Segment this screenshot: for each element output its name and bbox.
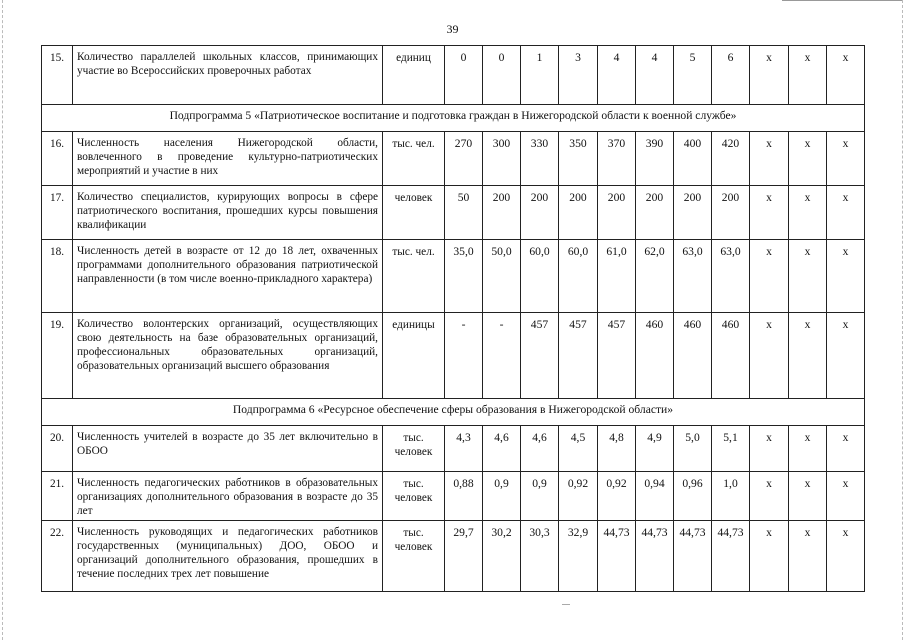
value-cell: 0,96 bbox=[674, 472, 712, 521]
value-cell: 44,73 bbox=[598, 521, 636, 592]
row-number: 19. bbox=[42, 313, 73, 399]
indicator-description: Количество специалистов, курирующих вопросы в сфере патриотического воспитания, прошедших курсы повышения квалификации bbox=[73, 186, 383, 240]
value-cell: 30,2 bbox=[483, 521, 521, 592]
value-cell: 50,0 bbox=[483, 240, 521, 313]
value-cell: 35,0 bbox=[445, 240, 483, 313]
subprogram-row bbox=[42, 105, 865, 132]
value-cell: 32,9 bbox=[559, 521, 598, 592]
value-cell: х bbox=[827, 521, 865, 592]
subprogram-title: Подпрограмма 6 «Ресурсное обеспечение сферы образования в Нижегородской области» bbox=[42, 399, 865, 426]
scan-mark bbox=[562, 604, 570, 605]
value-cell: 4 bbox=[636, 46, 674, 105]
value-cell: 44,73 bbox=[712, 521, 750, 592]
value-cell: х bbox=[750, 46, 789, 105]
value-cell: х bbox=[827, 186, 865, 240]
value-cell: 270 bbox=[445, 132, 483, 186]
value-cell: 0,88 bbox=[445, 472, 483, 521]
indicator-description: Численность населения Нижегородской области, вовлеченного в проведение культурно-патриотических мероприятий и участие в них bbox=[73, 132, 383, 186]
value-cell: х bbox=[789, 186, 827, 240]
value-cell: х bbox=[789, 132, 827, 186]
unit-cell: тыс. чел. bbox=[383, 240, 445, 313]
value-cell: - bbox=[445, 313, 483, 399]
value-cell: 300 bbox=[483, 132, 521, 186]
value-cell: 390 bbox=[636, 132, 674, 186]
value-cell: 200 bbox=[712, 186, 750, 240]
value-cell: х bbox=[750, 240, 789, 313]
table-row bbox=[42, 46, 865, 105]
value-cell: 0,94 bbox=[636, 472, 674, 521]
row-number: 20. bbox=[42, 426, 73, 472]
value-cell: х bbox=[789, 521, 827, 592]
value-cell: 62,0 bbox=[636, 240, 674, 313]
row-number: 22. bbox=[42, 521, 73, 592]
value-cell: 4,6 bbox=[483, 426, 521, 472]
row-number: 15. bbox=[42, 46, 73, 105]
value-cell: х bbox=[750, 472, 789, 521]
indicator-description: Количество параллелей школьных классов, принимающих участие во Всероссийских проверочных работах bbox=[73, 46, 383, 105]
value-cell: х bbox=[750, 132, 789, 186]
value-cell: 3 bbox=[559, 46, 598, 105]
table-row bbox=[42, 132, 865, 186]
value-cell: 420 bbox=[712, 132, 750, 186]
value-cell: 0,92 bbox=[598, 472, 636, 521]
row-number: 18. bbox=[42, 240, 73, 313]
unit-cell: тыс. человек bbox=[383, 426, 445, 472]
value-cell: 200 bbox=[598, 186, 636, 240]
value-cell: х bbox=[827, 472, 865, 521]
value-cell: х bbox=[750, 521, 789, 592]
row-number: 16. bbox=[42, 132, 73, 186]
row-number: 21. bbox=[42, 472, 73, 521]
page-edge-left bbox=[2, 0, 3, 640]
value-cell: х bbox=[827, 313, 865, 399]
value-cell: х bbox=[789, 313, 827, 399]
value-cell: х bbox=[750, 186, 789, 240]
value-cell: 350 bbox=[559, 132, 598, 186]
value-cell: 50 bbox=[445, 186, 483, 240]
value-cell: 457 bbox=[598, 313, 636, 399]
table-body bbox=[42, 46, 865, 592]
indicators-table bbox=[41, 45, 865, 592]
unit-cell: единиц bbox=[383, 46, 445, 105]
indicator-description: Численность детей в возрасте от 12 до 18 лет, охваченных программами дополнительного образования патриотической направленности (в том числе военно-прикладного характера) bbox=[73, 240, 383, 313]
value-cell: 460 bbox=[674, 313, 712, 399]
value-cell: 200 bbox=[521, 186, 559, 240]
table-row bbox=[42, 313, 865, 399]
value-cell: 200 bbox=[483, 186, 521, 240]
page-number: 39 bbox=[446, 22, 459, 36]
value-cell: х bbox=[750, 313, 789, 399]
row-number: 17. bbox=[42, 186, 73, 240]
value-cell: 6 bbox=[712, 46, 750, 105]
table-row bbox=[42, 186, 865, 240]
value-cell: 200 bbox=[636, 186, 674, 240]
value-cell: 4,6 bbox=[521, 426, 559, 472]
table-row bbox=[42, 472, 865, 521]
value-cell: 29,7 bbox=[445, 521, 483, 592]
value-cell: 200 bbox=[559, 186, 598, 240]
value-cell: - bbox=[483, 313, 521, 399]
table-row bbox=[42, 521, 865, 592]
value-cell: 330 bbox=[521, 132, 559, 186]
value-cell: х bbox=[750, 426, 789, 472]
top-rule bbox=[782, 0, 902, 1]
value-cell: 1 bbox=[521, 46, 559, 105]
indicator-description: Численность учителей в возрасте до 35 лет включительно в ОБОО bbox=[73, 426, 383, 472]
unit-cell: единицы bbox=[383, 313, 445, 399]
value-cell: х bbox=[827, 132, 865, 186]
indicator-description: Количество волонтерских организаций, осуществляющих свою деятельность на базе образовательных организаций, профессиональных образовательных организаций, образовательных организаций высшего образования bbox=[73, 313, 383, 399]
subprogram-row bbox=[42, 399, 865, 426]
value-cell: 4 bbox=[598, 46, 636, 105]
unit-cell: тыс. человек bbox=[383, 472, 445, 521]
value-cell: 5,0 bbox=[674, 426, 712, 472]
value-cell: 457 bbox=[521, 313, 559, 399]
value-cell: х bbox=[827, 426, 865, 472]
value-cell: 44,73 bbox=[636, 521, 674, 592]
value-cell: 5 bbox=[674, 46, 712, 105]
value-cell: 60,0 bbox=[559, 240, 598, 313]
value-cell: 370 bbox=[598, 132, 636, 186]
page-edge-right bbox=[902, 0, 903, 640]
value-cell: 4,8 bbox=[598, 426, 636, 472]
value-cell: 0 bbox=[483, 46, 521, 105]
value-cell: 0,92 bbox=[559, 472, 598, 521]
table-row bbox=[42, 240, 865, 313]
value-cell: 460 bbox=[636, 313, 674, 399]
value-cell: х bbox=[789, 46, 827, 105]
table-row bbox=[42, 426, 865, 472]
value-cell: 63,0 bbox=[674, 240, 712, 313]
value-cell: х bbox=[789, 472, 827, 521]
indicator-description: Численность руководящих и педагогических работников государственных (муниципальных) ДОО, ОБОО и организаций дополнительного образования, прошедших в течение последних трех лет повышение bbox=[73, 521, 383, 592]
value-cell: 1,0 bbox=[712, 472, 750, 521]
value-cell: 457 bbox=[559, 313, 598, 399]
value-cell: 0,9 bbox=[521, 472, 559, 521]
value-cell: 4,9 bbox=[636, 426, 674, 472]
value-cell: 200 bbox=[674, 186, 712, 240]
value-cell: 460 bbox=[712, 313, 750, 399]
indicator-description: Численность педагогических работников в образовательных организациях дополнительного образования в возрасте до 35 лет bbox=[73, 472, 383, 521]
value-cell: 44,73 bbox=[674, 521, 712, 592]
value-cell: 60,0 bbox=[521, 240, 559, 313]
value-cell: 63,0 bbox=[712, 240, 750, 313]
value-cell: 5,1 bbox=[712, 426, 750, 472]
value-cell: 4,3 bbox=[445, 426, 483, 472]
value-cell: х bbox=[789, 426, 827, 472]
value-cell: 0,9 bbox=[483, 472, 521, 521]
unit-cell: тыс. человек bbox=[383, 521, 445, 592]
subprogram-title: Подпрограмма 5 «Патриотическое воспитание и подготовка граждан в Нижегородской области к военной службе» bbox=[42, 105, 865, 132]
value-cell: х bbox=[827, 46, 865, 105]
value-cell: х bbox=[827, 240, 865, 313]
value-cell: 4,5 bbox=[559, 426, 598, 472]
unit-cell: тыс. чел. bbox=[383, 132, 445, 186]
value-cell: 30,3 bbox=[521, 521, 559, 592]
value-cell: 0 bbox=[445, 46, 483, 105]
value-cell: 61,0 bbox=[598, 240, 636, 313]
value-cell: 400 bbox=[674, 132, 712, 186]
value-cell: х bbox=[789, 240, 827, 313]
unit-cell: человек bbox=[383, 186, 445, 240]
